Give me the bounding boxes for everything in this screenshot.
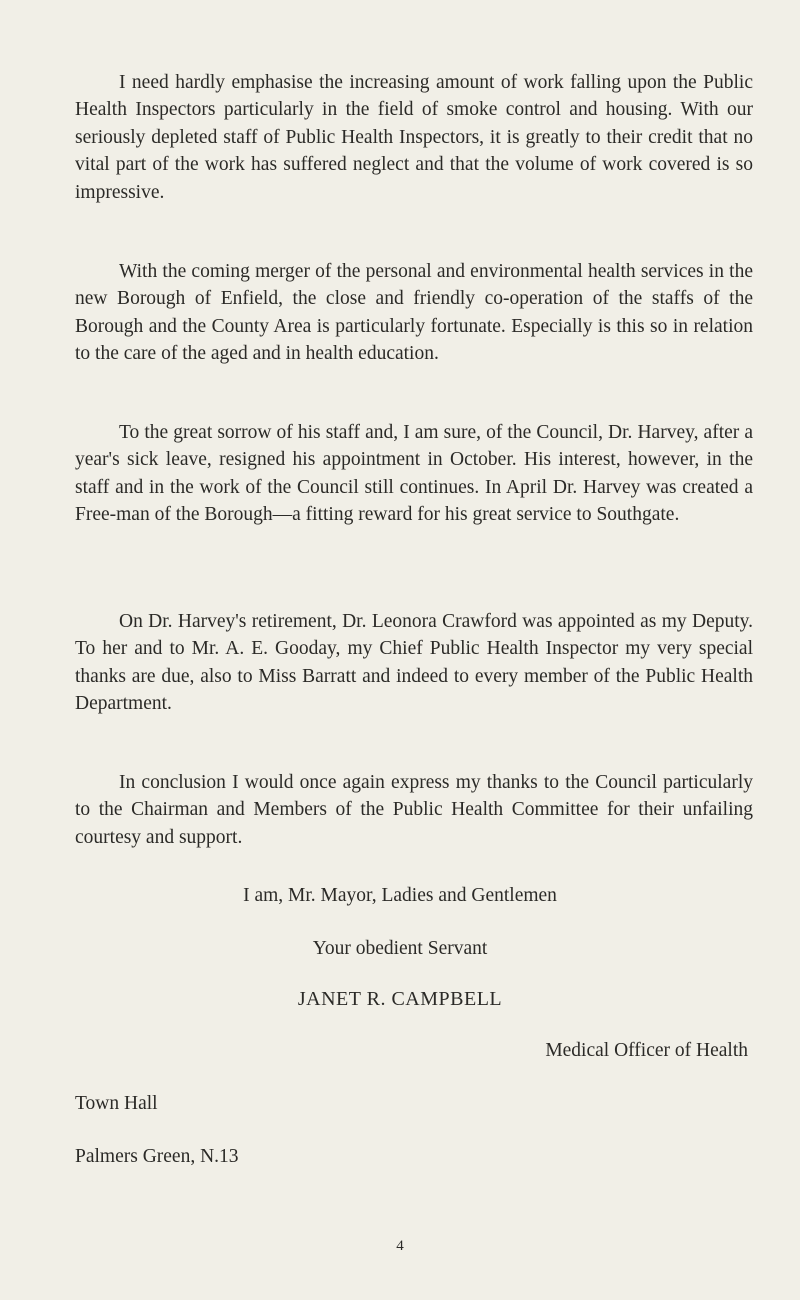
paragraph-deputy-appointment: On Dr. Harvey's retirement, Dr. Leonora Crawford was appointed as my Deputy. To her and to Mr. A. E. Gooday, my Chief Public Health Inspector my very special thanks are due, also to Miss Barratt and indeed to every member of the Public Health Department. [75,611,753,715]
paragraph-public-health-inspectors: I need hardly emphasise the increasing amount of work falling upon the Public Health Inspectors particularly in the field of smoke control and housing. With our seriously depleted staff of Public Health Inspectors, it is greatly to their credit that no vital part of the work has suffered neglect and that the volume of work covered is so impressive. [75,72,753,203]
paragraph-borough-merger: With the coming merger of the personal and environmental health services in the new Borough of Enfield, the close and friendly co-operation of the staffs of the Borough and the County Area is particularly fortunate. Especially is this so in relation to the care of the aged and in health education. [75,261,753,365]
paragraph-dr-harvey: To the great sorrow of his staff and, I am sure, of the Council, Dr. Harvey, after a year's sick leave, resigned his appointment in October. His interest, however, in the staff and in the work of the Council still continues. In April Dr. Harvey was created a Free-man of the Borough—a fitting reward for his great service to Southgate. [75,422,753,526]
address-line-palmers-green: Palmers Green, N.13 [75,1146,239,1167]
paragraph-conclusion: In conclusion I would once again express my thanks to the Council particularly to the Chairman and Members of the Public Health Committee for their unfailing courtesy and support. [75,772,753,848]
address-line-town-hall: Town Hall [75,1093,158,1114]
page-number: 4 [396,1238,404,1254]
signatory-title: Medical Officer of Health [545,1040,748,1061]
signatory-name: JANET R. CAMPBELL [297,988,503,1010]
closing-valediction: Your obedient Servant [312,938,488,959]
closing-salutation: I am, Mr. Mayor, Ladies and Gentlemen [243,885,557,906]
